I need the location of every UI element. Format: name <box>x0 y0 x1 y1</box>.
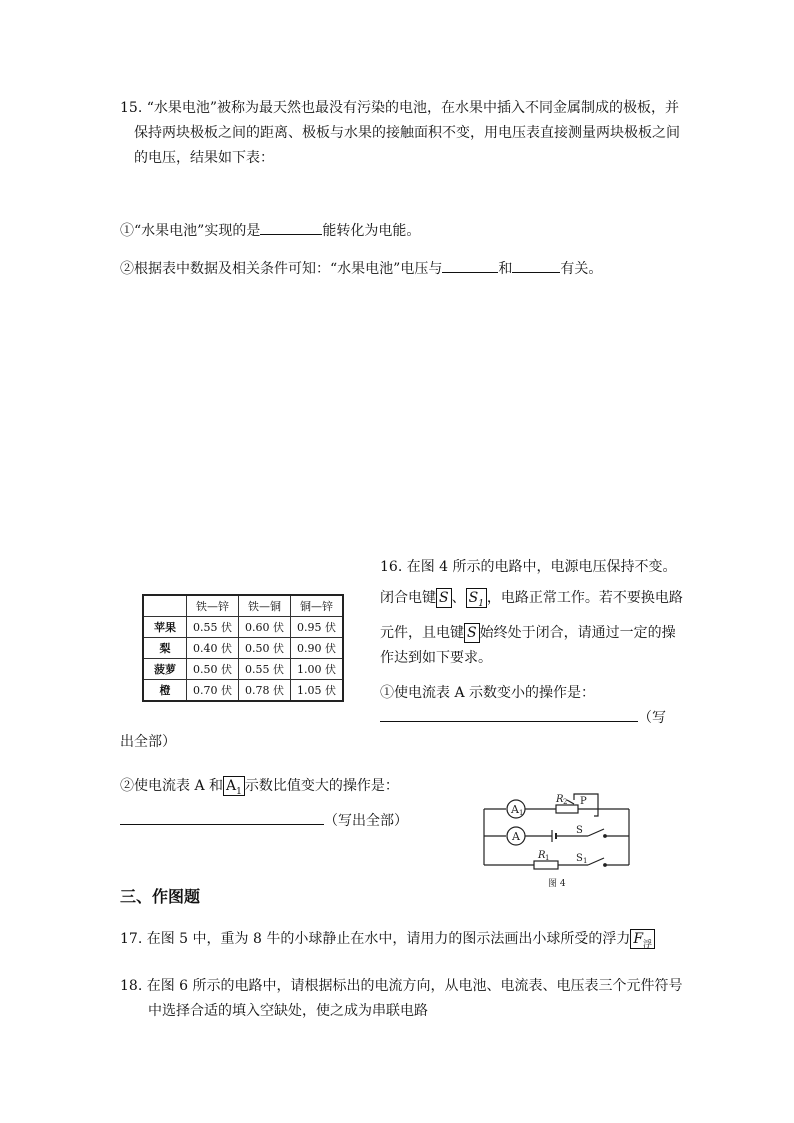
svg-text:2: 2 <box>563 798 568 806</box>
fruit-voltage-table <box>142 594 344 702</box>
table-row <box>143 638 343 659</box>
section-3-title: 三、作图题 <box>120 887 201 906</box>
svg-text:1: 1 <box>519 809 524 817</box>
q15-sub1-blank[interactable] <box>260 220 322 235</box>
svg-text:1: 1 <box>583 857 588 865</box>
table-cell: 0.40 伏 <box>187 638 239 659</box>
table-cell: 橙 <box>143 680 187 702</box>
switch-s1-symbol: $S_1$ <box>466 588 487 608</box>
q16-sub2-blank[interactable] <box>120 810 324 825</box>
q17-text: 17. 在图 5 中，重为 8 牛的小球静止在水中，请用力的图示法画出小球所受的浮力 <box>120 931 631 947</box>
table-cell: 1.00 伏 <box>291 659 344 680</box>
table-cell: 苹果 <box>143 617 187 638</box>
table-header-cell: 铁—锌 <box>187 595 239 617</box>
table-header-cell <box>143 595 187 617</box>
q16-line-4: 作达到如下要求。 <box>380 650 492 666</box>
q15-sub2-blank-2[interactable] <box>512 258 560 273</box>
q16-line-2-text-b: ，电路正常工作。若不要换电路 <box>486 590 683 606</box>
q16-sub2 <box>120 776 399 796</box>
svg-text:A: A <box>512 830 520 843</box>
table-cell: 0.60 伏 <box>239 617 291 638</box>
table-row <box>143 680 343 702</box>
figure-4-caption: 图 4 <box>548 879 566 889</box>
q15-sub2-text-b: 和 <box>498 261 513 277</box>
q18-line-1: 18. 在图 6 所示的电路中，请根据标出的电流方向，从电池、电流表、电压表三个元件符号 <box>120 978 683 994</box>
q16-sub2-text-a: ②使电流表 A 和 <box>120 778 224 794</box>
svg-text:S: S <box>576 853 583 864</box>
q16-sub1-blank[interactable] <box>380 707 638 722</box>
switch-s-symbol: S <box>436 588 452 608</box>
q18-line-2: 中选择合适的填入空缺处，使之成为串联电路 <box>148 1003 428 1019</box>
q15-sub2-text-c: 有关。 <box>560 261 603 277</box>
table-cell: 0.70 伏 <box>187 680 239 702</box>
svg-text:R: R <box>556 794 564 805</box>
q16-line-3-text-a: 元件，且电键 <box>380 625 464 641</box>
table-cell: 菠萝 <box>143 659 187 680</box>
q16-sub2-tail: （写出全部） <box>324 813 408 829</box>
q16-sub1: ①使电流表 A 示数变小的操作是： <box>380 685 596 701</box>
q15-line-3: 的电压，结果如下表： <box>134 150 274 166</box>
q15-sub2-text-a: ②根据表中数据及相关条件可知：“水果电池”电压与 <box>120 261 443 277</box>
table-cell: 0.55 伏 <box>187 617 239 638</box>
q15-line-1: 15. “水果电池”被称为最天然也最没有污染的电池，在水果中插入不同金属制成的极板，并 <box>120 100 680 116</box>
table-header-cell: 铜—锌 <box>291 595 344 617</box>
q15-sub1 <box>120 220 420 241</box>
q15-sub1-text-b: 能转化为电能。 <box>322 223 421 239</box>
q15-line-2: 保持两块极板之间的距离、极板与水果的接触面积不变，用电压表直接测量两块极板之间 <box>134 125 680 141</box>
q16-line-2 <box>380 588 683 608</box>
q16-line-3 <box>380 623 676 643</box>
q16-line-2-text-a: 闭合电键 <box>380 590 436 606</box>
table-cell: 0.55 伏 <box>239 659 291 680</box>
table-cell: 0.50 伏 <box>239 638 291 659</box>
table-cell: 1.05 伏 <box>291 680 344 702</box>
q16-sub1-cont: 出全部） <box>120 734 176 750</box>
q16-line-1: 16. 在图 4 所示的电路中，电源电压保持不变。 <box>380 559 677 575</box>
ammeter-a1-symbol: $A_1$ <box>223 776 245 796</box>
resistor-r1-icon <box>534 861 558 869</box>
q16-line-3-text-b: 始终处于闭合，请通过一定的操 <box>479 625 676 641</box>
svg-text:A: A <box>511 803 519 816</box>
resistor-r2-icon <box>556 805 578 813</box>
table-cell: 0.95 伏 <box>291 617 344 638</box>
table-cell: 0.78 伏 <box>239 680 291 702</box>
q15-sub2 <box>120 258 602 279</box>
svg-text:P: P <box>580 796 587 807</box>
table-row <box>143 617 343 638</box>
q15-sub1-text-a: ①“水果电池”实现的是 <box>120 223 261 239</box>
q16-sub1-answer-line <box>380 707 666 728</box>
switch-s1-icon <box>588 858 604 865</box>
q17 <box>120 929 655 949</box>
svg-text:1: 1 <box>545 854 550 862</box>
svg-text:S: S <box>576 825 583 836</box>
q16-sub2-text-b: 示数比值变大的操作是： <box>244 778 399 794</box>
switch-s-symbol-2: S <box>464 623 480 643</box>
table-row <box>143 659 343 680</box>
table-cell: 0.90 伏 <box>291 638 344 659</box>
slider-arrow <box>567 800 574 804</box>
svg-text:R: R <box>538 850 546 861</box>
q16-line-2-sep: 、 <box>451 590 466 606</box>
table-cell: 梨 <box>143 638 187 659</box>
table-header-cell: 铁—铜 <box>239 595 291 617</box>
buoyant-force-symbol: $F_浮$ <box>630 929 655 949</box>
table-header-row <box>143 595 343 617</box>
switch-s-icon <box>588 829 604 836</box>
q16-sub1-tail: （写 <box>638 710 666 726</box>
q16-sub2-answer-line <box>120 810 408 831</box>
table-cell: 0.50 伏 <box>187 659 239 680</box>
q15-sub2-blank-1[interactable] <box>442 258 498 273</box>
figure-4-circuit <box>476 788 636 892</box>
